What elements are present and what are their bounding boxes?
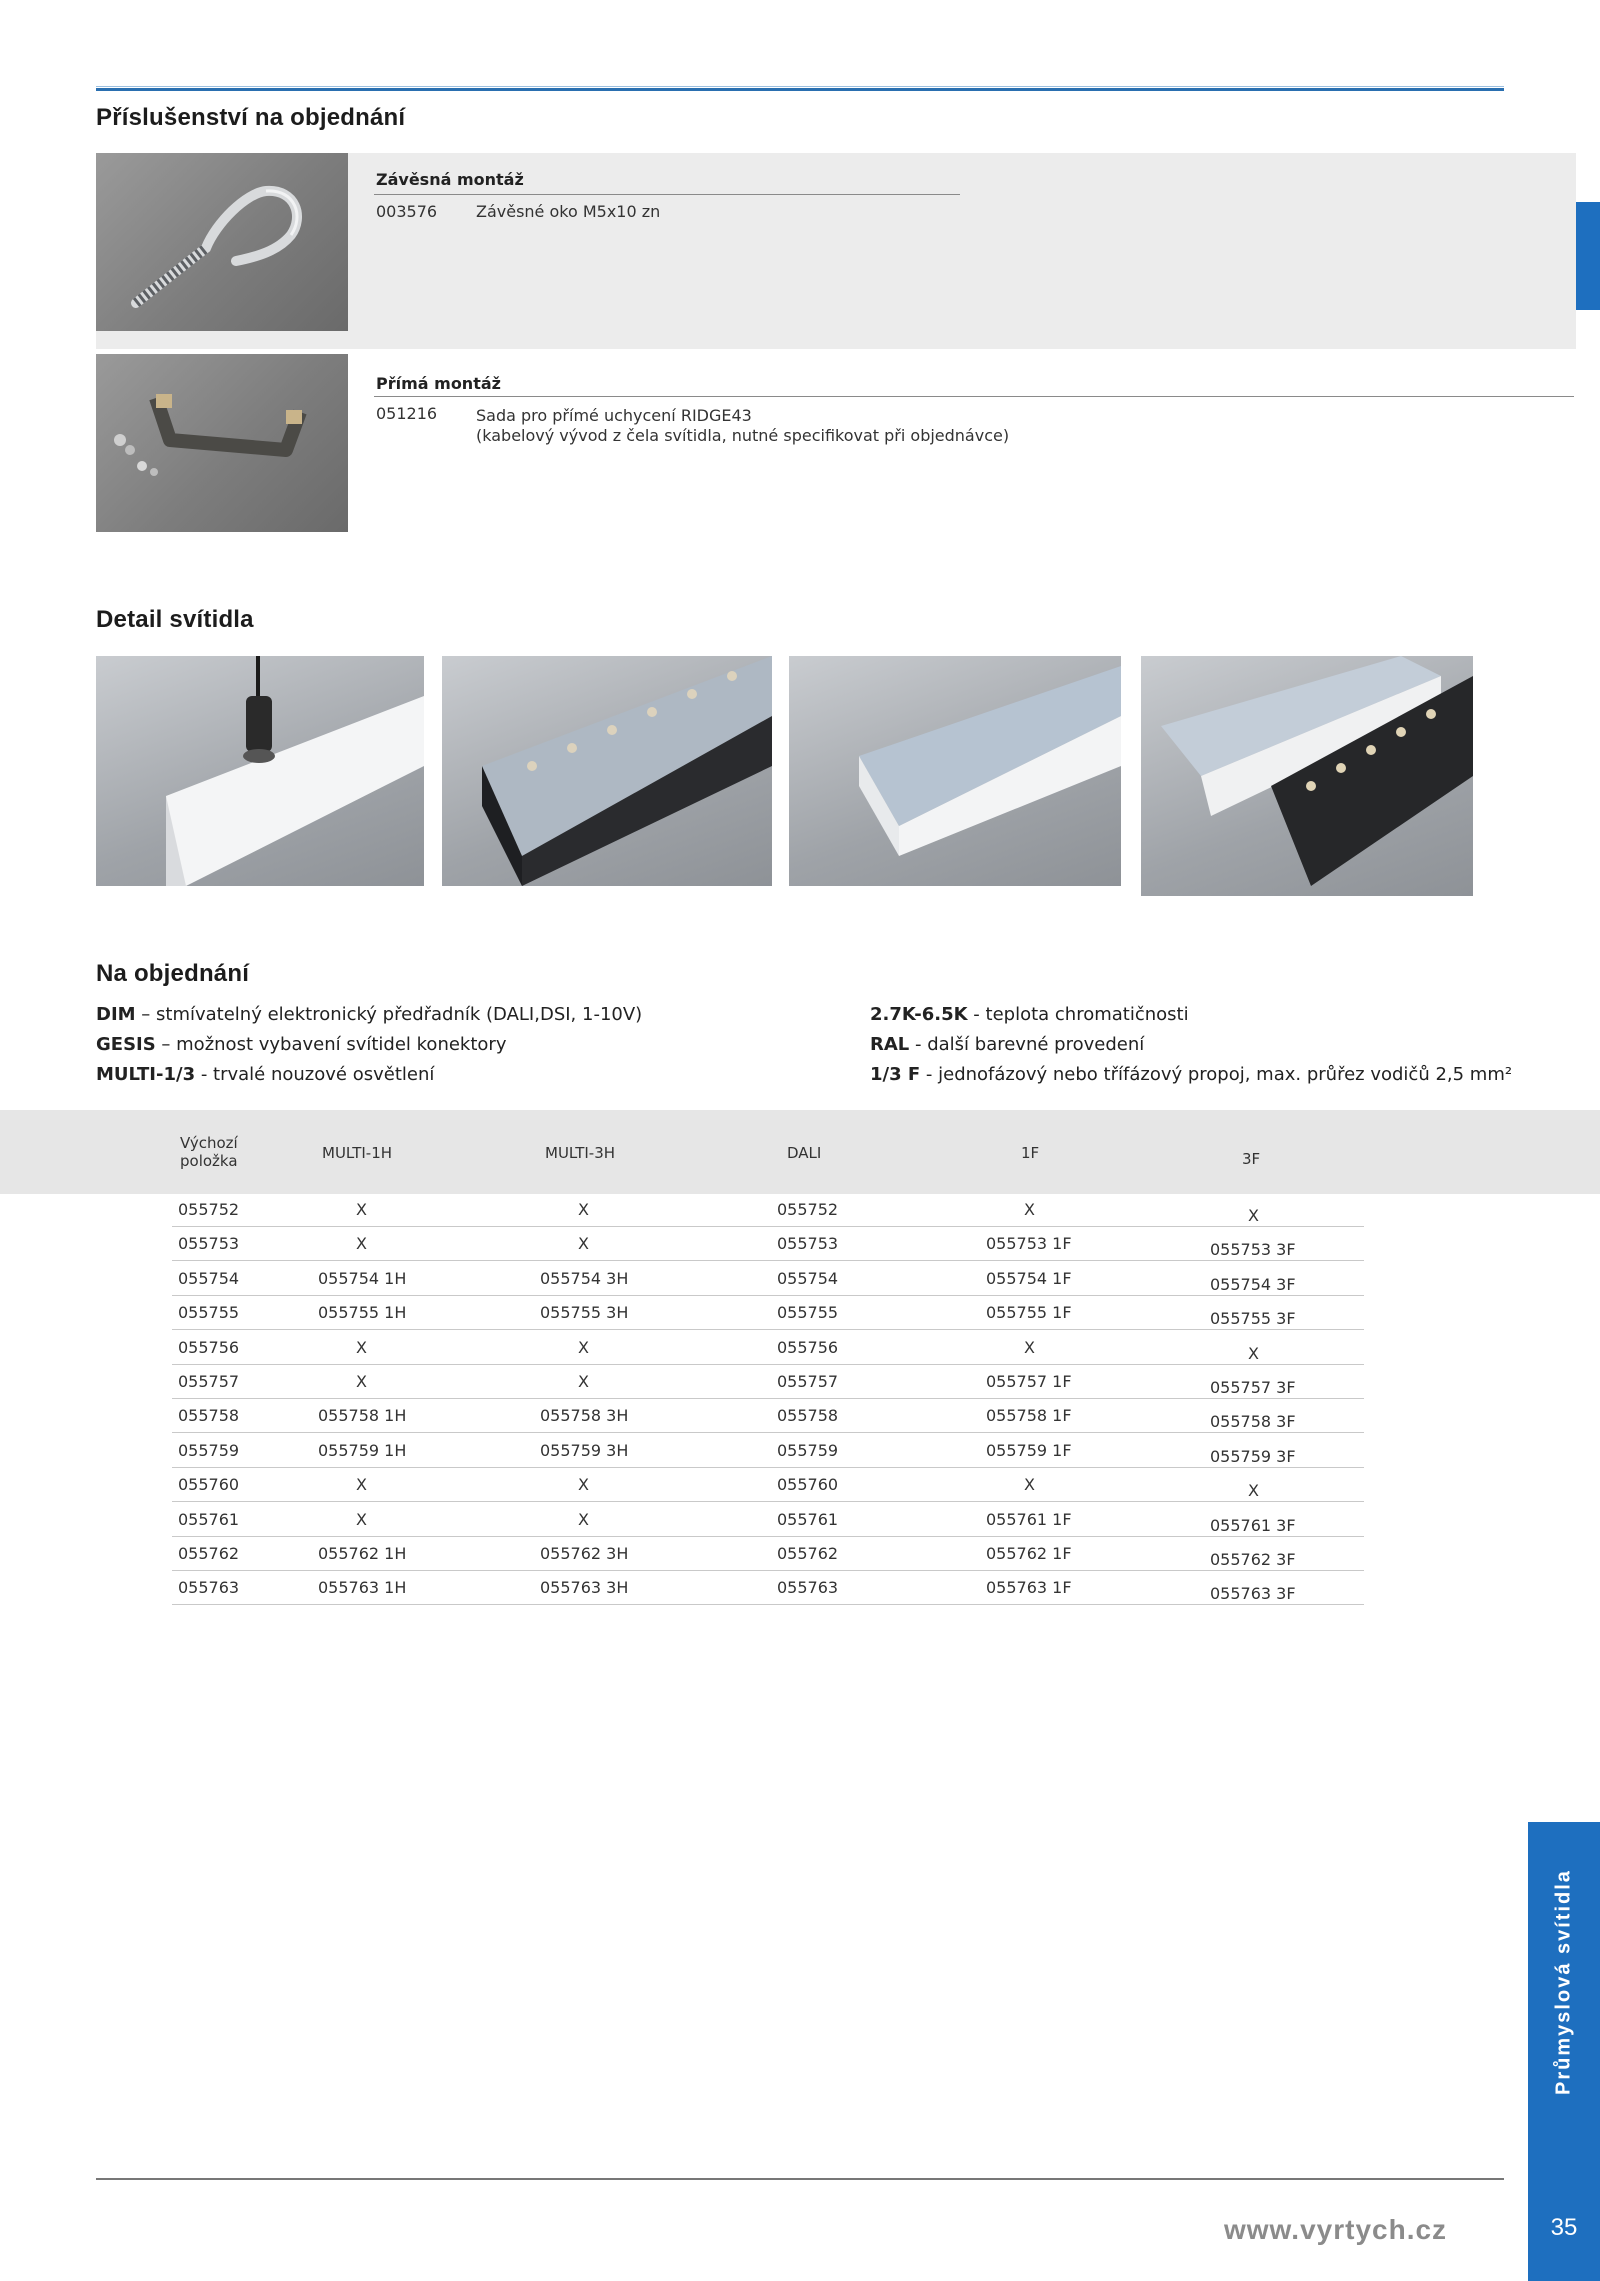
hanging-eye-image — [96, 153, 348, 331]
table-cell: 055756 — [178, 1337, 240, 1357]
table-cell: X — [578, 1234, 589, 1254]
table-cell: 055755 — [777, 1303, 839, 1323]
table-cell: 055759 — [178, 1440, 240, 1460]
table-cell: X — [578, 1509, 589, 1529]
table-cell: 055755 3F — [1210, 1309, 1296, 1329]
table-cell: X — [356, 1509, 367, 1529]
accessory-heading-1: Závěsná montáž — [376, 170, 524, 189]
table-cell: 055754 — [178, 1268, 240, 1288]
table-cell: 055759 1F — [986, 1440, 1072, 1460]
table-header-1f: 1F — [1021, 1144, 1040, 1162]
accessory-code-2: 051216 — [376, 404, 438, 423]
table-cell: X — [1024, 1200, 1035, 1219]
table-header-multi3h: MULTI-3H — [545, 1144, 616, 1162]
detail-photo-black-led — [442, 656, 772, 886]
table-cell: 055758 1F — [986, 1406, 1072, 1426]
accessory-heading-2: Přímá montáž — [376, 374, 501, 393]
table-cell: 055752 — [178, 1200, 240, 1219]
table-cell: 055762 1F — [986, 1544, 1072, 1563]
direct-mount-kit-image — [96, 354, 348, 532]
table-cell: 055762 — [178, 1544, 240, 1563]
order-option-phase: 1/3 F - jednofázový nebo třífázový propoj, max. průřez vodičů 2,5 mm² — [870, 1064, 1513, 1085]
table-cell: 055763 1H — [318, 1578, 407, 1598]
table-header-multi1h: MULTI-1H — [322, 1144, 393, 1162]
table-row-divider — [172, 1295, 1364, 1296]
detail-photo-cable-entry — [96, 656, 424, 886]
table-cell: 055763 3H — [540, 1578, 629, 1598]
table-cell: 055754 — [777, 1268, 839, 1288]
table-cell: 055755 1F — [986, 1303, 1072, 1323]
table-cell: 055760 — [178, 1475, 240, 1495]
table-row-divider — [172, 1329, 1364, 1330]
order-option-gesis: GESIS – možnost vybavení svítidel konektory — [96, 1034, 507, 1055]
table-cell: X — [578, 1337, 589, 1357]
table-row-divider — [172, 1432, 1364, 1433]
detail-title: Detail svítidla — [96, 606, 254, 633]
table-cell: 055752 — [777, 1200, 839, 1219]
table-cell: 055761 1F — [986, 1509, 1072, 1529]
table-cell: 055762 3F — [1210, 1550, 1296, 1569]
table-cell: 055763 — [178, 1578, 240, 1598]
table-cell: 055755 — [178, 1303, 240, 1323]
table-row-divider — [172, 1226, 1364, 1227]
table-cell: X — [356, 1200, 367, 1219]
table-cell: 055759 1H — [318, 1440, 407, 1460]
table-cell: X — [1024, 1475, 1035, 1495]
table-cell: 055754 3H — [540, 1268, 629, 1288]
table-cell: 055754 1F — [986, 1268, 1072, 1288]
table-cell: 055762 — [777, 1544, 839, 1563]
table-cell: 055753 1F — [986, 1234, 1072, 1254]
table-cell: 055759 — [777, 1440, 839, 1460]
table-cell: 055758 1H — [318, 1406, 407, 1426]
table-cell: X — [1024, 1337, 1035, 1357]
table-cell: 055754 1H — [318, 1268, 407, 1288]
table-row-divider — [172, 1467, 1364, 1468]
order-option-ral: RAL - další barevné provedení — [870, 1034, 1145, 1055]
order-option-dim: DIM – stmívatelný elektronický předřadník (DALI,DSI, 1-10V) — [96, 1004, 643, 1025]
table-row-divider — [172, 1398, 1364, 1399]
table-cell: 055757 — [178, 1372, 240, 1391]
accessory-rule-2 — [374, 396, 1574, 397]
table-row-divider — [172, 1536, 1364, 1537]
table-cell: 055759 3F — [1210, 1446, 1296, 1466]
accessory-description-2: Sada pro přímé uchycení RIDGE43 (kabelový vývod z čela svítidla, nutné specifikovat při objednávce) — [476, 406, 1010, 445]
table-row-divider — [172, 1260, 1364, 1261]
table-cell: 055758 3F — [1210, 1412, 1296, 1432]
category-label-wrap — [1528, 1822, 1600, 2122]
table-cell: X — [578, 1200, 589, 1219]
category-label: Průmyslová svítidla — [1552, 1869, 1575, 2095]
table-cell: 055758 — [777, 1406, 839, 1426]
table-cell: X — [356, 1337, 367, 1357]
table-cell: 055762 3H — [540, 1544, 629, 1563]
table-cell: 055753 3F — [1210, 1240, 1296, 1260]
order-option-cct: 2.7K-6.5K - teplota chromatičnosti — [870, 1004, 1189, 1025]
table-cell: X — [356, 1234, 367, 1254]
table-cell: 055763 1F — [986, 1578, 1072, 1598]
table-cell: 055754 3F — [1210, 1274, 1296, 1294]
detail-photo-both-variants — [1141, 656, 1473, 896]
accessories-title: Příslušenství na objednání — [96, 104, 406, 131]
table-cell: X — [356, 1475, 367, 1495]
table-cell: 055763 3F — [1210, 1584, 1296, 1604]
accessory-code-1: 003576 — [376, 202, 438, 221]
table-row-divider — [172, 1501, 1364, 1502]
page-number: 35 — [1550, 2214, 1578, 2241]
table-cell: 055757 1F — [986, 1372, 1072, 1391]
order-title: Na objednání — [96, 960, 250, 987]
detail-photo-white-led — [789, 656, 1121, 886]
table-row-divider — [172, 1364, 1364, 1365]
table-header-base: Výchozí položka — [180, 1134, 238, 1170]
table-cell: X — [1248, 1206, 1259, 1225]
table-cell: X — [356, 1372, 367, 1391]
table-header-dali: DALI — [787, 1144, 822, 1162]
table-cell: X — [578, 1475, 589, 1495]
footer-rule — [96, 2178, 1504, 2180]
table-cell: 055755 3H — [540, 1303, 629, 1323]
table-cell: X — [578, 1372, 589, 1391]
table-cell: 055758 — [178, 1406, 240, 1426]
accessory-rule-1 — [374, 194, 960, 195]
table-cell: X — [1248, 1481, 1259, 1501]
order-option-multi: MULTI-1/3 - trvalé nouzové osvětlení — [96, 1064, 435, 1085]
top-rule — [96, 88, 1504, 91]
footer-website[interactable]: www.vyrtych.cz — [1224, 2214, 1448, 2245]
table-cell: 055761 — [178, 1509, 240, 1529]
table-cell: 055756 — [777, 1337, 839, 1357]
table-row-divider — [172, 1570, 1364, 1571]
table-cell: X — [1248, 1343, 1259, 1363]
table-cell: 055753 — [777, 1234, 839, 1254]
table-cell: 055762 1H — [318, 1544, 407, 1563]
table-cell: 055761 — [777, 1509, 839, 1529]
table-cell: 055753 — [178, 1234, 240, 1254]
accessory-description-1: Závěsné oko M5x10 zn — [476, 202, 661, 221]
table-cell: 055761 3F — [1210, 1515, 1296, 1535]
table-cell: 055757 3F — [1210, 1378, 1296, 1397]
table-cell: 055760 — [777, 1475, 839, 1495]
table-cell: 055763 — [777, 1578, 839, 1598]
table-header-3f: 3F — [1242, 1150, 1261, 1168]
table-cell: 055758 3H — [540, 1406, 629, 1426]
table-cell: 055755 1H — [318, 1303, 407, 1323]
table-row-divider — [172, 1604, 1364, 1605]
table-cell: 055757 — [777, 1372, 839, 1391]
table-cell: 055759 3H — [540, 1440, 629, 1460]
